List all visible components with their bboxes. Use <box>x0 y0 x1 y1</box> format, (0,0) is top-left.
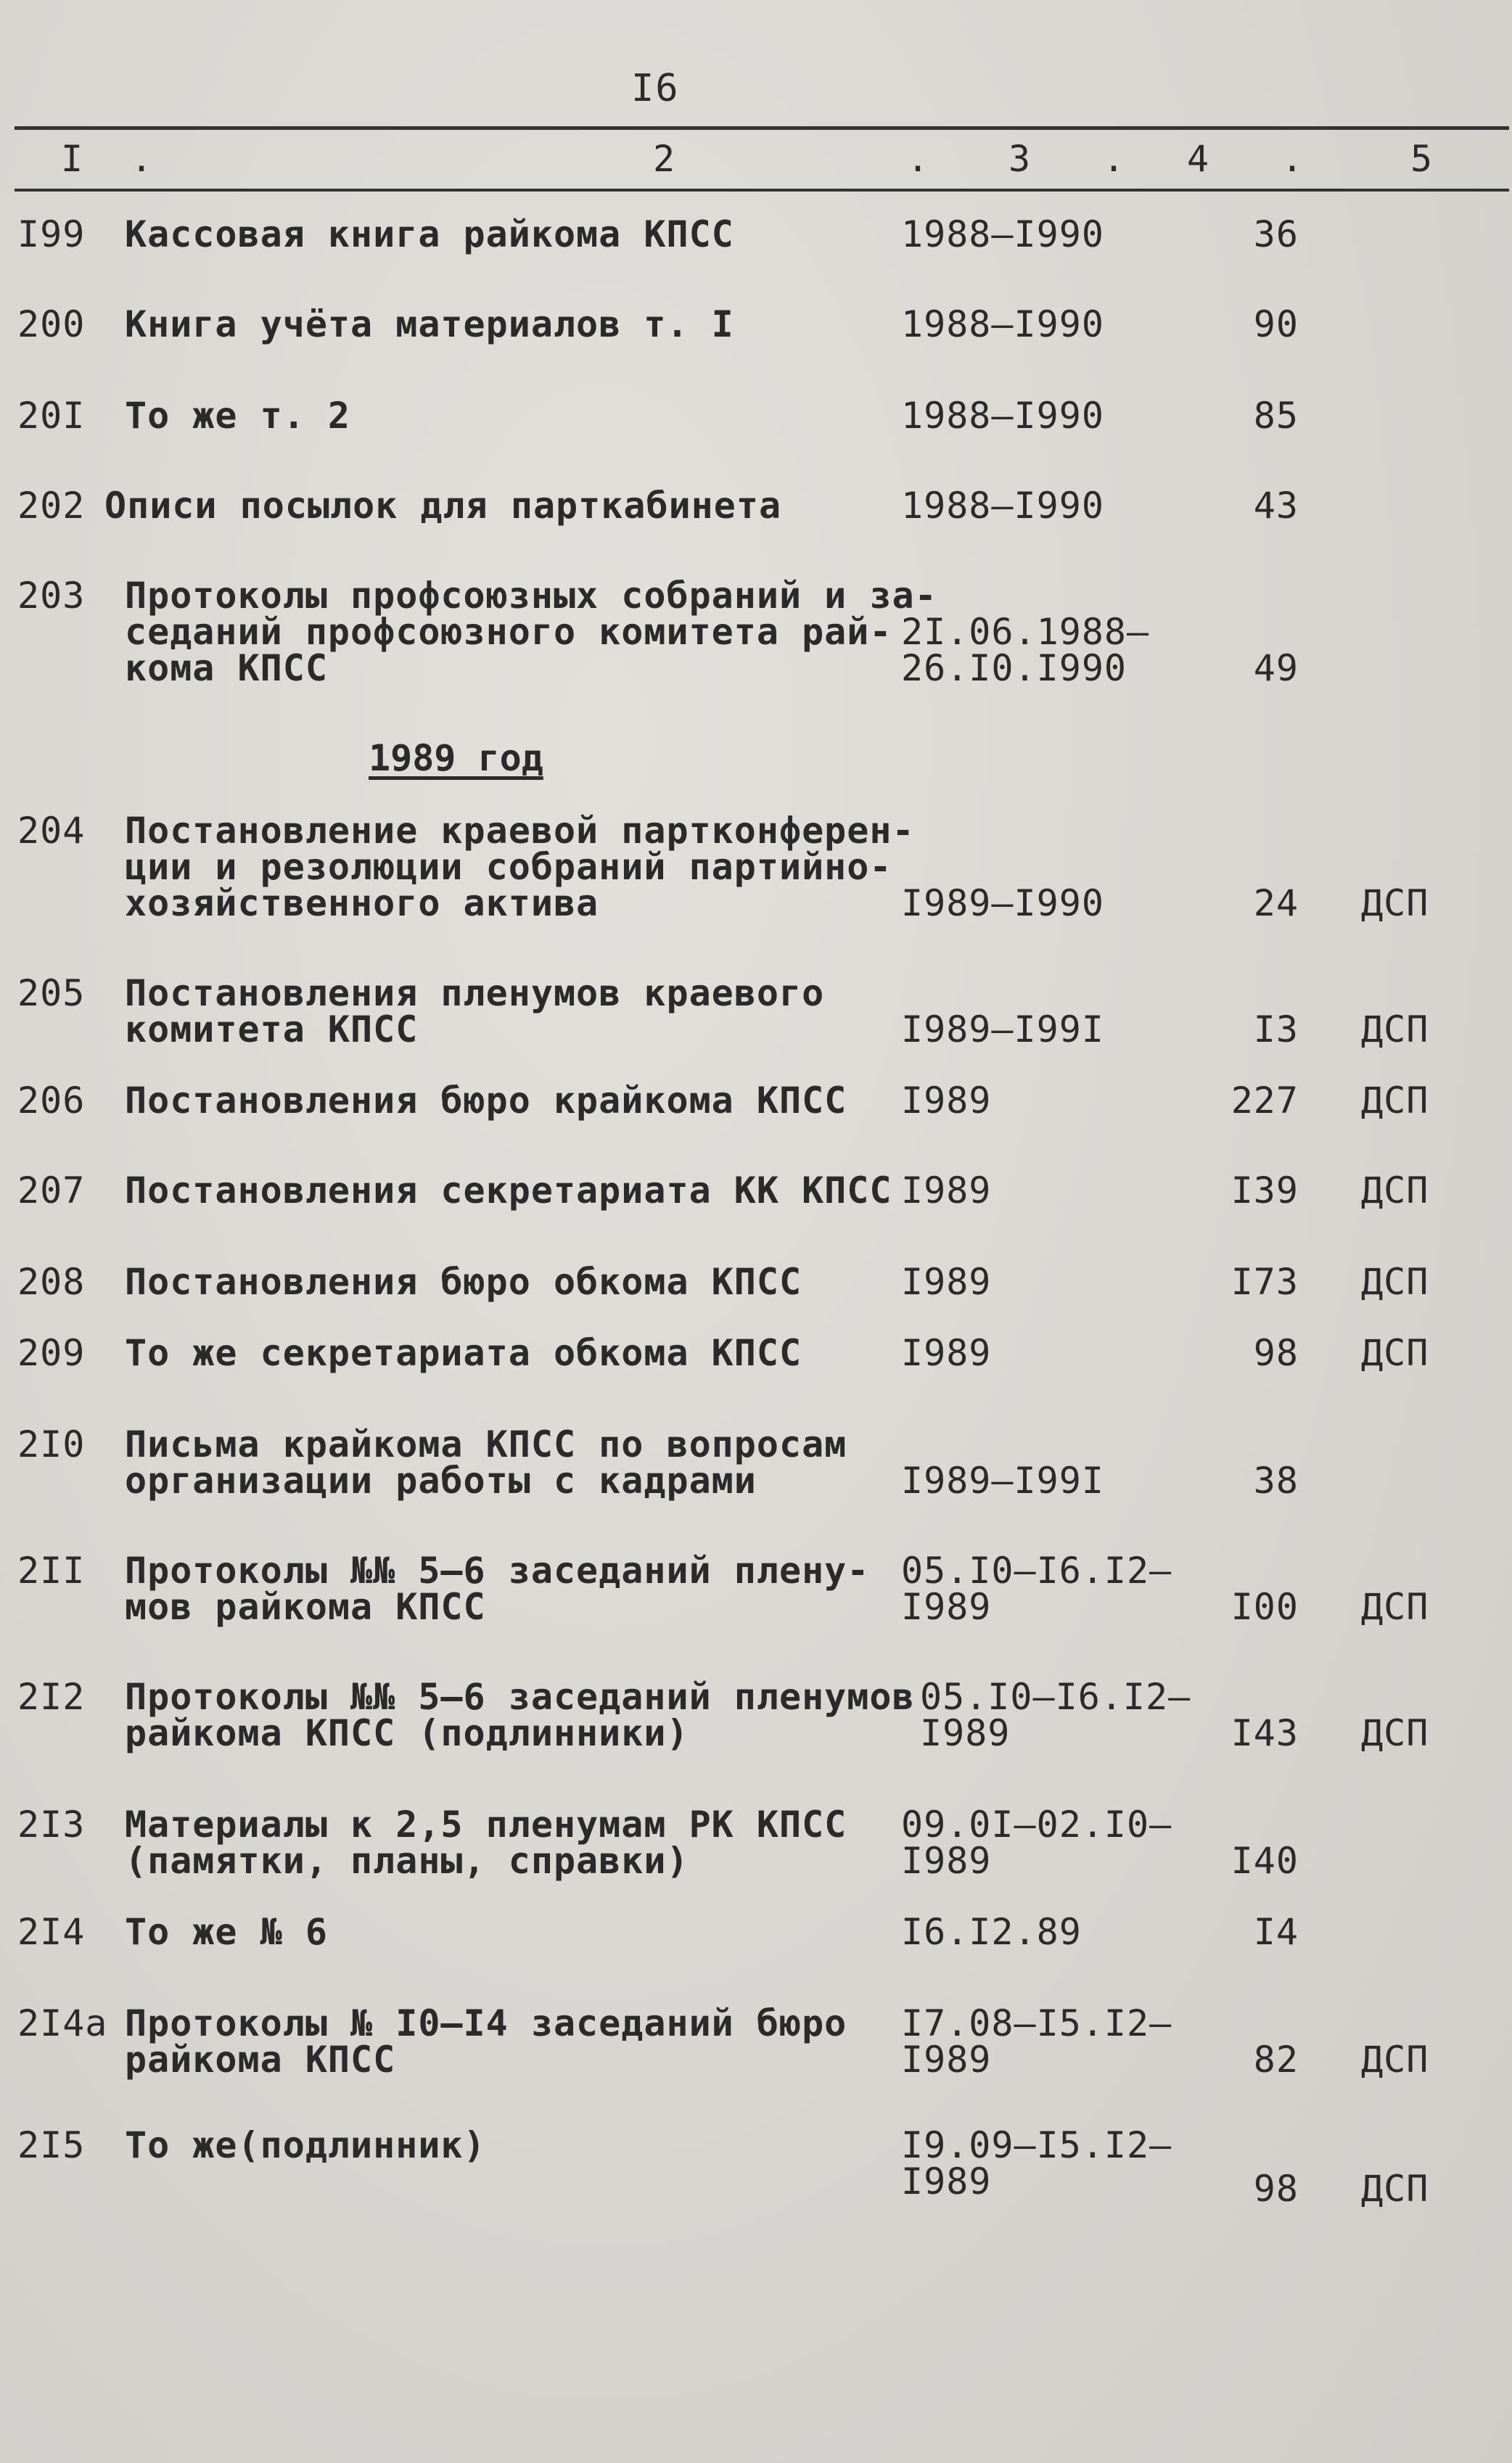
row-sheets: 227 <box>1230 1080 1299 1122</box>
row-number: 208 <box>17 1261 86 1303</box>
row-title: Постановление краевой партконферен- ции и резолюции собраний партийно- хозяйственного актива <box>125 810 915 924</box>
row-sheets: I40 <box>1230 1840 1299 1882</box>
row-number: 20I <box>17 395 86 437</box>
row-title: Материалы к 2,5 пленумам РК КПСС (памятки, планы, справки) <box>125 1804 847 1882</box>
row-sheets: 24 <box>1253 882 1299 924</box>
row-dates: I989 <box>901 1169 992 1212</box>
row-title: Письма крайкома КПСС по вопросам организации работы с кадрами <box>125 1423 847 1502</box>
row-number: 205 <box>17 972 86 1014</box>
row-title: Постановления пленумов краевого комитета КПСС <box>125 972 825 1050</box>
row-sheets: 38 <box>1253 1460 1299 1502</box>
row-number: 2I5 <box>17 2124 86 2166</box>
row-number: 206 <box>17 1080 86 1122</box>
row-number: 204 <box>17 810 86 852</box>
row-dates: 09.0I–02.I0– I989 <box>901 1804 1172 1882</box>
row-sheets: 49 <box>1253 647 1299 689</box>
column-header-5: 5 <box>1410 138 1433 180</box>
row-sheets: 82 <box>1253 2039 1299 2081</box>
row-sheets: 98 <box>1253 1332 1299 1374</box>
row-note: ДСП <box>1361 1712 1429 1754</box>
row-note: ДСП <box>1361 1080 1429 1122</box>
row-number: 2I0 <box>17 1423 86 1465</box>
row-dates: 1988–I990 <box>901 303 1104 345</box>
row-number: 202 <box>17 485 86 527</box>
row-note: ДСП <box>1361 882 1429 924</box>
row-dates: I989–I99I <box>901 1460 1104 1502</box>
row-title: То же т. 2 <box>125 395 351 437</box>
header-top-rule <box>15 126 1509 130</box>
row-number: I99 <box>17 213 86 255</box>
row-sheets: I3 <box>1253 1008 1299 1050</box>
row-sheets: I00 <box>1230 1586 1299 1628</box>
row-number: 2I4 <box>17 1911 86 1953</box>
row-note: ДСП <box>1361 1008 1429 1050</box>
row-number: 2II <box>17 1550 86 1592</box>
row-dates: I7.08–I5.I2– I989 <box>901 2002 1172 2081</box>
column-separator: . <box>907 138 929 180</box>
row-title: Книга учёта материалов т. I <box>125 303 734 345</box>
row-sheets: 98 <box>1253 2168 1299 2210</box>
row-title: То же № 6 <box>125 1911 328 1953</box>
column-separator: . <box>131 138 153 180</box>
row-title: Постановления бюро обкома КПСС <box>125 1261 802 1303</box>
row-title: Постановления бюро крайкома КПСС <box>125 1080 847 1122</box>
row-number: 209 <box>17 1332 86 1374</box>
row-note: ДСП <box>1361 1332 1429 1374</box>
row-dates: 05.I0–I6.I2– I989 <box>920 1676 1191 1754</box>
row-sheets: 90 <box>1253 303 1299 345</box>
row-title: То же секретариата обкома КПСС <box>125 1332 802 1374</box>
row-dates: 05.I0–I6.I2– I989 <box>901 1550 1172 1628</box>
section-title-1989: 1989 год <box>369 737 543 779</box>
column-header-3: 3 <box>1008 138 1031 180</box>
row-sheets: I39 <box>1230 1169 1299 1212</box>
row-number: 203 <box>17 575 86 617</box>
row-dates: I989–I99I <box>901 1008 1104 1050</box>
row-number: 200 <box>17 303 86 345</box>
row-dates: I6.I2.89 <box>901 1911 1082 1953</box>
row-sheets: I43 <box>1230 1712 1299 1754</box>
row-sheets: 36 <box>1253 213 1299 255</box>
row-number: 2I3 <box>17 1804 86 1846</box>
row-dates: I989 <box>901 1261 992 1303</box>
row-dates: 1988–I990 <box>901 395 1104 437</box>
row-dates: I989–I990 <box>901 882 1104 924</box>
header-bottom-rule <box>15 189 1509 192</box>
column-separator: . <box>1103 138 1125 180</box>
row-number: 2I4а <box>17 2002 108 2044</box>
row-title: Кассовая книга райкома КПСС <box>125 213 734 255</box>
column-header-2: 2 <box>653 138 675 180</box>
row-title: Описи посылок для парткабинета <box>104 485 782 527</box>
page-number: I6 <box>631 67 680 110</box>
row-dates: I989 <box>901 1080 992 1122</box>
column-header-4: 4 <box>1187 138 1209 180</box>
row-title: Протоколы №№ 5–6 заседаний плену- мов райкома КПСС <box>125 1550 870 1628</box>
row-number: 207 <box>17 1169 86 1212</box>
row-note: ДСП <box>1361 1261 1429 1303</box>
row-title: Постановления секретариата КК КПСС <box>125 1169 892 1212</box>
row-dates: I989 <box>901 1332 992 1374</box>
row-sheets: I73 <box>1230 1261 1299 1303</box>
row-note: ДСП <box>1361 1586 1429 1628</box>
row-note: ДСП <box>1361 2039 1429 2081</box>
row-title: Протоколы профсоюзных собраний и за- седаний профсоюзного комитета рай- кома КПСС <box>125 575 937 689</box>
row-sheets: 43 <box>1253 485 1299 527</box>
row-dates: I9.09–I5.I2– I989 <box>901 2124 1172 2203</box>
row-dates: 1988–I990 <box>901 213 1104 255</box>
row-sheets: I4 <box>1253 1911 1299 1953</box>
row-title: Протоколы № I0–I4 заседаний бюро райкома КПСС <box>125 2002 847 2081</box>
row-note: ДСП <box>1361 2168 1429 2210</box>
row-title: То же(подлинник) <box>125 2124 486 2166</box>
row-note: ДСП <box>1361 1169 1429 1212</box>
row-dates: 1988–I990 <box>901 485 1104 527</box>
row-title: Протоколы №№ 5–6 заседаний пленумов райкома КПСС (подлинники) <box>125 1676 915 1754</box>
column-header-1: I <box>61 138 83 180</box>
row-number: 2I2 <box>17 1676 86 1718</box>
row-sheets: 85 <box>1253 395 1299 437</box>
row-dates: 2I.06.1988– 26.I0.I990 <box>901 611 1150 689</box>
column-separator: . <box>1281 138 1304 180</box>
